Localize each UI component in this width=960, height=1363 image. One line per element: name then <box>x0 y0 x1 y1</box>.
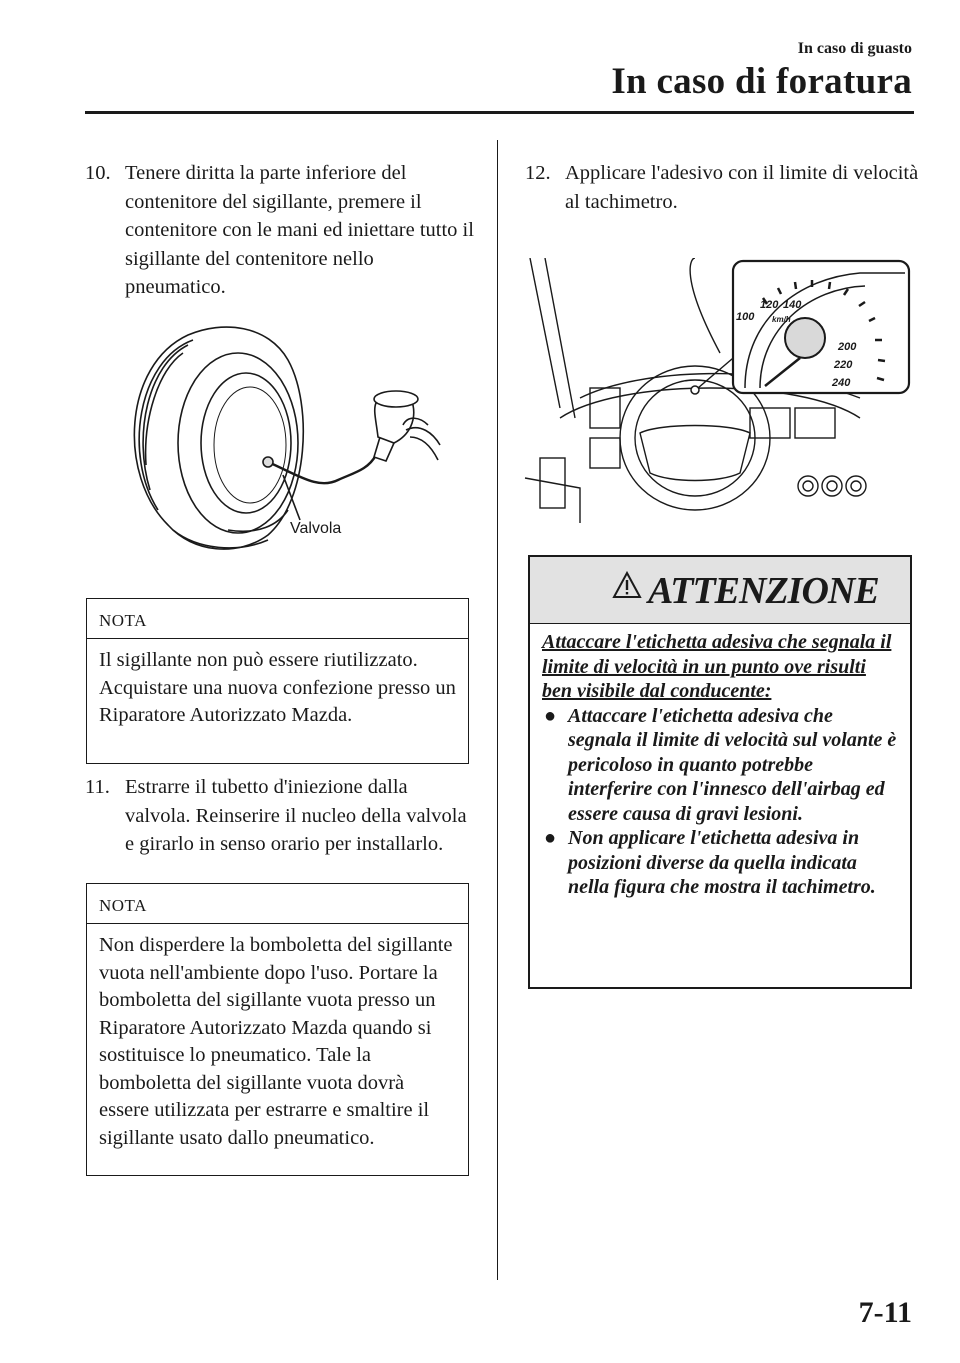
note-body: Non disperdere la bomboletta del sigillante vuota nell'ambiente dopo l'uso. Portare la bomboletta del sigillante vuota presso un Riparatore Autorizzato Mazda quando si sostituisce lo pneumatico. Tale la bomboletta del sigillante vuota dovrà essere utilizzata per estrarre e smaltire il sigillante usato dallo pneumatico. <box>99 934 453 1149</box>
note-box-1 <box>86 598 469 764</box>
column-divider <box>497 140 498 1280</box>
step-10 <box>85 159 475 302</box>
speed-limit-sticker <box>785 318 825 358</box>
step-number: 12. <box>525 162 551 184</box>
step-12 <box>525 159 925 216</box>
speed-tick-label: 120 <box>760 299 779 311</box>
note-heading: NOTA <box>87 884 468 924</box>
note-body: Il sigillante non può essere riutilizzato. Acquistare una nuova confezione presso un Riparatore Autorizzato Mazda. <box>99 649 456 726</box>
page-number: 7-11 <box>858 1296 912 1329</box>
warning-list <box>542 704 900 900</box>
step-text: Tenere diritta la parte inferiore del contenitore del sigillante, premere il contenitore con le mani ed iniettare tutto il sigillante del contenitore nello pneumatico. <box>125 162 474 298</box>
step-number: 11. <box>85 776 110 798</box>
warning-triangle-icon <box>612 571 642 599</box>
step-text: Applicare l'adesivo con il limite di velocità al tachimetro. <box>565 162 919 213</box>
speed-tick-label: 140 <box>783 299 802 311</box>
valve-label: Valvola <box>290 520 342 537</box>
step-11 <box>85 773 475 859</box>
step-text: Estrarre il tubetto d'iniezione dalla valvola. Reinserire il nucleo della valvola e girarlo in senso orario per installarlo. <box>125 776 467 855</box>
step-number: 10. <box>85 162 111 184</box>
warning-intro: Attaccare l'etichetta adesiva che segnala il limite di velocità in un punto ove risulti ben visibile dal conducente: <box>542 631 892 702</box>
speed-unit-label: km/h <box>772 315 791 324</box>
page-title: In caso di foratura <box>611 61 912 102</box>
speed-tick-label: 240 <box>832 377 851 389</box>
header-rule <box>85 111 914 114</box>
warning-box <box>528 555 912 989</box>
speed-tick-label: 100 <box>736 311 755 323</box>
header-section: In caso di guasto <box>797 40 912 57</box>
note-heading: NOTA <box>87 599 468 639</box>
speedometer-illustration <box>520 258 915 523</box>
warning-title: ATTENZIONE <box>648 570 879 612</box>
speed-tick-label: 220 <box>834 359 853 371</box>
note-box-2 <box>86 883 469 1176</box>
speed-tick-label: 200 <box>838 341 857 353</box>
warning-bullet: ● Non applicare l'etichetta adesiva in posizioni diverse da quella indicata nella figura che mostra il tachimetro. <box>544 827 876 898</box>
warning-bullet: ● Attaccare l'etichetta adesiva che segnala il limite di velocità sul volante è pericoloso in quanto potrebbe interferire con l'innesco dell'airbag ed essere causa di gravi lesioni. <box>544 704 897 825</box>
warning-header <box>530 557 910 624</box>
